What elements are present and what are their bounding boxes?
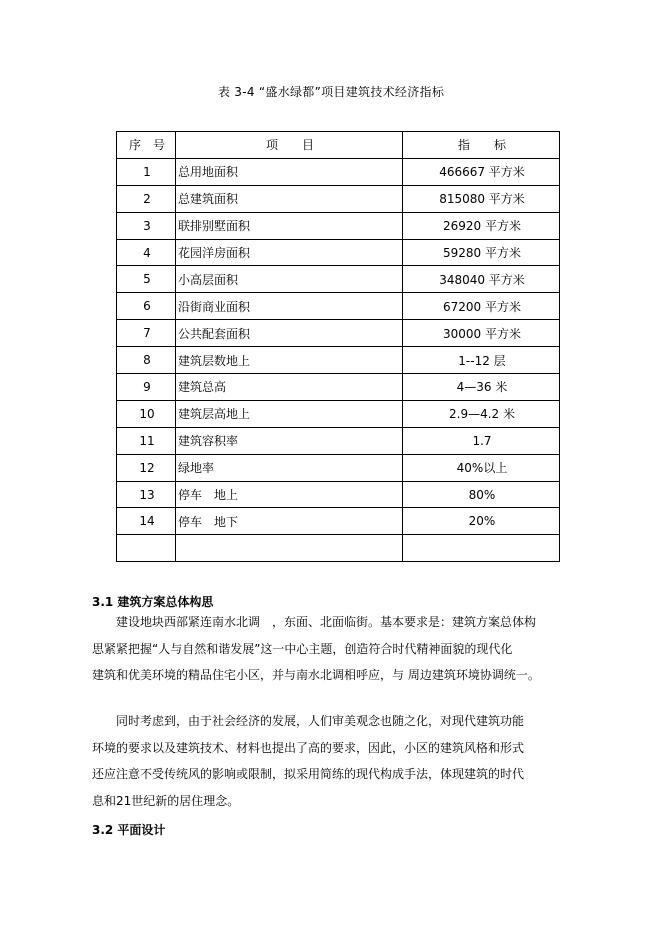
cell-no: 11 <box>117 427 176 454</box>
table-row <box>117 454 560 481</box>
section-heading-3-1: 3.1 建筑方案总体构思 <box>92 595 214 609</box>
cell-value: 815080 平方米 <box>403 185 560 212</box>
cell-value: 67200 平方米 <box>403 293 560 320</box>
cell-no: 13 <box>117 481 176 508</box>
cell-value: 4—36 米 <box>403 374 560 401</box>
cell-no <box>117 535 176 562</box>
cell-value: 1--12 层 <box>403 347 560 374</box>
cell-no: 5 <box>117 266 176 293</box>
cell-value: 30000 平方米 <box>403 320 560 347</box>
table-row <box>117 239 560 266</box>
cell-value: 59280 平方米 <box>403 239 560 266</box>
cell-no: 14 <box>117 508 176 535</box>
cell-item: 停车 地下 <box>176 508 403 535</box>
cell-value: 466667 平方米 <box>403 158 560 185</box>
cell-value: 20% <box>403 508 560 535</box>
paragraph-line: 环境的要求以及建筑技术、材料也提出了高的要求，因此，小区的建筑风格和形式 <box>92 740 525 755</box>
cell-item: 总建筑面积 <box>176 185 403 212</box>
cell-value: 40%以上 <box>403 454 560 481</box>
cell-value: 2.9—4.2 米 <box>403 400 560 427</box>
header-no: 序 号 <box>117 132 176 159</box>
table-row <box>117 347 560 374</box>
cell-item: 停车 地上 <box>176 481 403 508</box>
cell-item: 建筑总高 <box>176 374 403 401</box>
header-item: 项 目 <box>176 132 403 159</box>
table-row <box>117 400 560 427</box>
cell-no: 10 <box>117 400 176 427</box>
paragraph-line: 思紧紧把握“人与自然和谐发展”这一中心主题，创造符合时代精神面貌的现代化 <box>92 641 513 656</box>
cell-item: 小高层面积 <box>176 266 403 293</box>
table-row <box>117 427 560 454</box>
cell-value: 348040 平方米 <box>403 266 560 293</box>
table-row <box>117 374 560 401</box>
cell-no: 7 <box>117 320 176 347</box>
cell-no: 4 <box>117 239 176 266</box>
cell-item: 建筑容积率 <box>176 427 403 454</box>
paragraph-concept <box>92 609 612 689</box>
paragraph-considerations <box>92 708 612 814</box>
table-row <box>117 158 560 185</box>
paragraph-line: 同时考虑到，由于社会经济的发展，人们审美观念也随之化，对现代建筑功能 <box>116 714 525 728</box>
paragraph-line: 建筑和优美环境的精品住宅小区，并与南水北调相呼应，与 周边建筑环境协调统一。 <box>92 668 540 682</box>
cell-no: 1 <box>117 158 176 185</box>
table-row <box>117 212 560 239</box>
cell-no: 8 <box>117 347 176 374</box>
tech-indicators-table <box>116 131 560 562</box>
cell-no: 2 <box>117 185 176 212</box>
cell-item: 绿地率 <box>176 454 403 481</box>
paragraph-line: 建设地块西部紧连南水北调 ，东面、北面临街。基本要求是：建筑方案总体构 <box>116 615 537 629</box>
cell-value: 26920 平方米 <box>403 212 560 239</box>
cell-no: 6 <box>117 293 176 320</box>
cell-value: 80% <box>403 481 560 508</box>
paragraph-line: 息和21世纪新的居住理念。 <box>92 793 240 808</box>
cell-item: 建筑层数地上 <box>176 347 403 374</box>
table-row <box>117 320 560 347</box>
table-row <box>117 481 560 508</box>
table-row <box>117 185 560 212</box>
section-heading-3-2: 3.2 平面设计 <box>92 823 166 837</box>
cell-no: 3 <box>117 212 176 239</box>
paragraph-line: 还应注意不受传统风的影响或限制，拟采用简练的现代构成手法，体现建筑的时代 <box>92 767 525 781</box>
table-row <box>117 535 560 562</box>
cell-value <box>403 535 560 562</box>
table-header-row <box>117 132 560 159</box>
cell-item: 公共配套面积 <box>176 320 403 347</box>
table-caption: 表 3-4 “盛水绿都”项目建筑技术经济指标 <box>217 85 445 99</box>
cell-item: 建筑层高地上 <box>176 400 403 427</box>
table-row <box>117 293 560 320</box>
cell-item: 沿街商业面积 <box>176 293 403 320</box>
table-row <box>117 508 560 535</box>
cell-item <box>176 535 403 562</box>
cell-no: 12 <box>117 454 176 481</box>
cell-no: 9 <box>117 374 176 401</box>
cell-item: 花园洋房面积 <box>176 239 403 266</box>
table-row <box>117 266 560 293</box>
cell-value: 1.7 <box>403 427 560 454</box>
cell-item: 总用地面积 <box>176 158 403 185</box>
cell-item: 联排别墅面积 <box>176 212 403 239</box>
header-value: 指 标 <box>403 132 560 159</box>
